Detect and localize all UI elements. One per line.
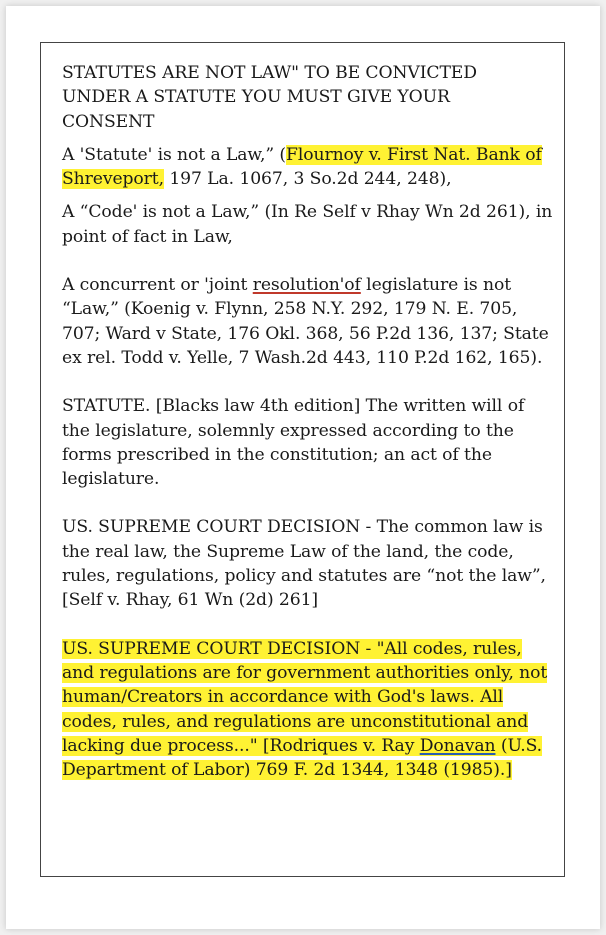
- resolution-prefix: A concurrent or 'joint: [62, 275, 253, 296]
- document-content: [62, 61, 556, 782]
- flournoy-citation-highlight: Flournoy v. First Nat. Bank of Shreveport,: [62, 144, 542, 190]
- statute-prefix: A 'Statute' is not a Law,” (: [62, 144, 287, 165]
- title-line-2: UNDER A STATUTE YOU MUST GIVE YOUR: [62, 87, 450, 108]
- title-line-3: CONSENT: [62, 111, 155, 132]
- supreme-court-decision-1: US. SUPREME COURT DECISION - The common law is the real law, the Supreme Law of the land, the code, rules, regulations, policy and statutes are “not the law”, [Self v. Rhay, 61 Wn (2d) 261]: [62, 517, 546, 611]
- supreme-court-decision-2: [62, 637, 556, 783]
- donavan-underlined: Donavan: [419, 735, 496, 756]
- decision-2-highlight: [62, 639, 547, 780]
- document-page: [40, 42, 565, 877]
- statute-definition-paragraph: STATUTE. [Blacks law 4th edition] The written will of the legislature, solemnly expressed according to the forms prescribed in the constitution; an act of the legislature.: [62, 396, 525, 490]
- statute-suffix: 197 La. 1067, 3 So.2d 244, 248),: [163, 169, 452, 190]
- document-title: [62, 61, 556, 134]
- decision-2-prefix: US. SUPREME COURT DECISION - "All codes, rules, and regulations are for government authorities only, not human/Creators in accordance with God's laws. All codes, rules, and regulations are unconstitutional and lacking due process..." [Rodriques v. Ray: [62, 638, 548, 756]
- resolution-underlined: resolution'of: [252, 275, 361, 296]
- title-line-1: STATUTES ARE NOT LAW" TO BE CONVICTED: [62, 63, 477, 83]
- resolution-suffix: legislature is not “Law,” (Koenig v. Flynn, 258 N.Y. 292, 179 N. E. 705, 707; Ward v State, 176 Okl. 368, 56 P.2d 136, 137; State ex rel. Todd v. Yelle, 7 Wash.2d 443, 110 P.2d 162, 165).: [62, 275, 549, 368]
- code-paragraph: A “Code' is not a Law,” (In Re Self v Rhay Wn 2d 261), in point of fact in Law,: [62, 202, 553, 247]
- resolution-paragraph: [62, 273, 556, 370]
- statute-paragraph: [62, 143, 556, 192]
- decision-2-suffix: (U.S. Department of Labor) 769 F. 2d 1344, 1348 (1985).]: [62, 735, 543, 781]
